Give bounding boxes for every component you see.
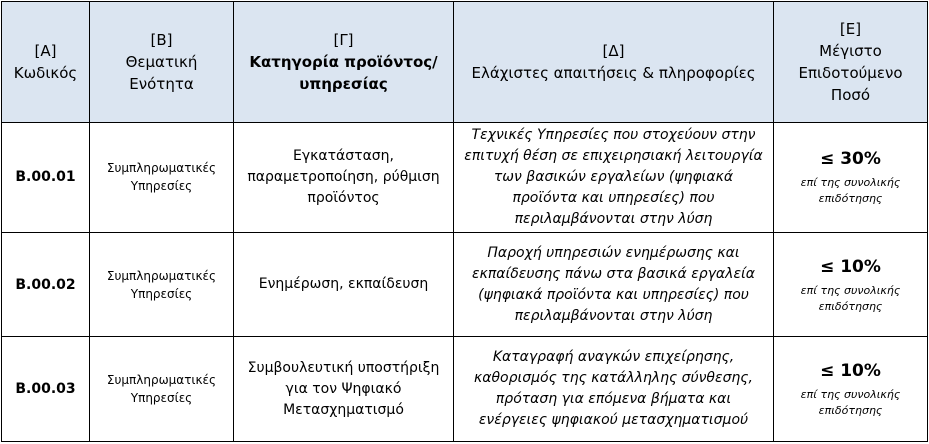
header-title: Κωδικός xyxy=(13,64,78,82)
header-row xyxy=(2,2,928,123)
requirements-cell: Καταγραφή αναγκών επιχείρησης, καθορισμός της κατάλληλης σύνθεσης, πρόταση για επόμενα βήματα και ενέργειες ψηφιακού μετασχηματισμού xyxy=(454,337,774,442)
header-letter: [Ε] xyxy=(839,20,862,38)
code-cell: Β.00.01 xyxy=(2,123,90,233)
theme-cell: Συμπληρωματικές Υπηρεσίες xyxy=(90,123,234,233)
header-code xyxy=(2,2,90,123)
table-row xyxy=(2,123,928,233)
header-title: Ελάχιστες απαιτήσεις & πληροφορίες xyxy=(471,64,756,82)
header-letter: [Α] xyxy=(34,42,57,60)
header-title: Μέγιστο Επιδοτούμενο Ποσό xyxy=(798,42,903,104)
header-requirements xyxy=(454,2,774,123)
table-row xyxy=(2,232,928,337)
header-category xyxy=(234,2,454,123)
max-percent: ≤ 30% xyxy=(820,149,881,170)
max-percent: ≤ 10% xyxy=(820,361,881,382)
subsidy-table xyxy=(1,1,928,442)
requirements-cell: Παροχή υπηρεσιών ενημέρωσης και εκπαίδευσης πάνω στα βασικά εργαλεία (ψηφιακά προϊόντα και υπηρεσίες) που περιλαμβάνονται στην λύση xyxy=(454,232,774,337)
header-title: Θεματική Ενότητα xyxy=(125,53,198,93)
header-letter: [Γ] xyxy=(333,31,354,49)
code-cell: Β.00.02 xyxy=(2,232,90,337)
category-cell: Ενημέρωση, εκπαίδευση xyxy=(234,232,454,337)
header-letter: [Β] xyxy=(150,31,173,49)
code-cell: Β.00.03 xyxy=(2,337,90,442)
max-note: επί της συνολικής επιδότησης xyxy=(800,176,901,206)
header-max-amount xyxy=(774,2,928,123)
max-percent: ≤ 10% xyxy=(820,256,881,277)
max-amount-cell xyxy=(774,337,928,442)
max-amount-cell xyxy=(774,123,928,233)
category-cell: Συμβουλευτική υποστήριξη για τον Ψηφιακό Μετασχηματισμό xyxy=(234,337,454,442)
theme-cell: Συμπληρωματικές Υπηρεσίες xyxy=(90,232,234,337)
max-note: επί της συνολικής επιδότησης xyxy=(800,388,901,418)
header-title: Κατηγορία προϊόντος/υπηρεσίας xyxy=(249,53,438,93)
header-theme xyxy=(90,2,234,123)
table-row xyxy=(2,337,928,442)
theme-cell: Συμπληρωματικές Υπηρεσίες xyxy=(90,337,234,442)
max-note: επί της συνολικής επιδότησης xyxy=(800,283,901,313)
category-cell: Εγκατάσταση, παραμετροποίηση, ρύθμιση προϊόντος xyxy=(234,123,454,233)
max-amount-cell xyxy=(774,232,928,337)
header-letter: [Δ] xyxy=(602,42,625,60)
requirements-cell: Τεχνικές Υπηρεσίες που στοχεύουν στην επιτυχή θέση σε επιχειρησιακή λειτουργία των βασικών εργαλείων (ψηφιακά προϊόντα και υπηρεσίες) που περιλαμβάνονται στην λύση xyxy=(454,123,774,233)
